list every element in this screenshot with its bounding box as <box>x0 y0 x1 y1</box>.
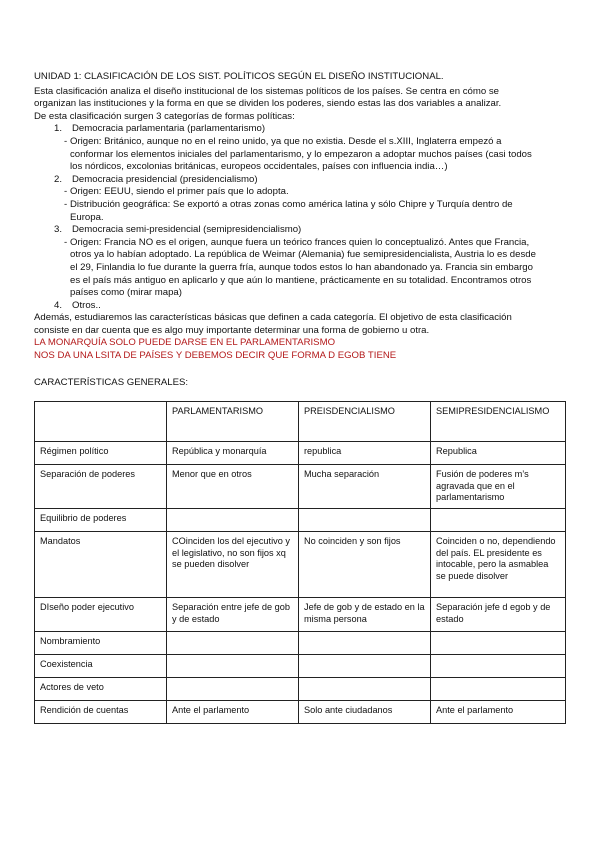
category-label: Democracia presidencial (presidencialismo) <box>72 173 258 185</box>
category-list <box>34 123 566 312</box>
table-cell: Jefe de gob y de estado en la misma persona <box>299 598 431 632</box>
dash-bullet-icon: - <box>64 198 68 210</box>
category-label: Democracia semi-presidencial (semipresidencialismo) <box>72 224 302 236</box>
table-cell <box>431 509 566 532</box>
bullet-line: otros ya lo habían adoptado. La república de Weimar (Alemania) fue semipresidencialista, Austria lo es desde <box>70 249 536 261</box>
table-cell <box>299 655 431 678</box>
row-label-cell: Nombramiento <box>35 632 167 655</box>
bullet-line: Origen: EEUU, siendo el primer país que lo adopta. <box>70 186 289 198</box>
closing-line: Además, estudiaremos las características básicas que definen a cada categoría. El objetivo de esta clasificación <box>34 312 512 324</box>
row-label-cell: Actores de veto <box>35 678 167 701</box>
bullet-line: Origen: Británico, aunque no en el reino unido, ya que no existia. Desde el s.XIII, Inglaterra empezó a <box>70 135 502 147</box>
category-number: 1. <box>54 123 63 135</box>
table-header-row <box>35 402 566 442</box>
category-bullet <box>34 199 566 224</box>
closing-paragraph <box>34 312 566 337</box>
bullet-line: es el país más antiguo en aplicarlo y que aún lo mantiene, prácticamente en su totalidad. Encontramos otros <box>70 274 532 286</box>
bullet-line: Distribución geográfica: Se exportó a otras zonas como américa latina y sólo Chipre y Turquía dentro de <box>70 198 513 210</box>
category-item <box>34 174 566 187</box>
table-cell: Menor que en otros <box>167 465 299 509</box>
row-label-cell: Régimen político <box>35 442 167 465</box>
red-note <box>34 337 566 362</box>
category-label: Democracia parlamentaria (parlamentarismo) <box>72 123 266 135</box>
table-header-cell <box>35 402 167 442</box>
table-cell <box>299 509 431 532</box>
bullet-line: los nórdicos, excolonias británicas, europeos occidentales, países con influencia india…) <box>70 161 448 173</box>
table-cell: COinciden los del ejecutivo y el legislativo, no son fijos xq se pueden disolver <box>167 532 299 598</box>
red-note-line: LA MONARQUÍA SOLO PUEDE DARSE EN EL PARLAMENTARISMO <box>34 337 336 349</box>
table-cell <box>167 632 299 655</box>
red-note-line: NOS DA UNA LSITA DE PAÍSES Y DEBEMOS DECIR QUE FORMA D EGOB TIENE <box>34 350 397 362</box>
table-cell <box>431 655 566 678</box>
row-label-cell: Separación de poderes <box>35 465 167 509</box>
row-label-cell: Equilibrio de poderes <box>35 509 167 532</box>
bullet-line: conformar los elementos iniciales del parlamentarismo, y lo empezaron a adoptar muchos países (casi todos <box>70 148 532 160</box>
table-cell <box>299 632 431 655</box>
table-row <box>35 701 566 724</box>
intro-paragraph <box>34 86 566 124</box>
intro-line: organizan las instituciones y la forma en que se dividen los poderes, siendo estas las dos variables a analizar. <box>34 98 502 110</box>
dash-bullet-icon: - <box>64 236 68 248</box>
bullet-line: el 29, Finlandia lo fue durante la guerra fría, aunque todos estos lo han abandonado ya. Francia sin embargo <box>70 261 533 273</box>
row-label-cell: Mandatos <box>35 532 167 598</box>
table-cell: Coinciden o no, dependiendo del país. EL presidente es intocable, pero la asmablea se puede disolver <box>431 532 566 598</box>
dash-bullet-icon: - <box>64 135 68 147</box>
category-number: 4. <box>54 299 63 311</box>
row-label-cell: DIseño poder ejecutivo <box>35 598 167 632</box>
category-item <box>34 123 566 136</box>
category-number: 2. <box>54 173 63 185</box>
table-cell: republica <box>299 442 431 465</box>
table-row <box>35 442 566 465</box>
unit-heading: UNIDAD 1: CLASIFICACIÓN DE LOS SIST. POLÍTICOS SEGÚN EL DISEÑO INSTITUCIONAL. <box>34 71 444 82</box>
intro-line: De esta clasificación surgen 3 categorías de formas políticas: <box>34 110 295 122</box>
closing-line: consiste en dar cuenta que es algo muy importante determinar una forma de gobierno u otra. <box>34 324 430 336</box>
table-header-cell: SEMIPRESIDENCIALISMO <box>431 402 566 442</box>
category-label: Otros.. <box>72 299 101 311</box>
table-header-cell: PREISDENCIALISMO <box>299 402 431 442</box>
table-row <box>35 598 566 632</box>
category-bullet <box>34 186 566 199</box>
category-item <box>34 224 566 237</box>
row-label-cell: Rendición de cuentas <box>35 701 167 724</box>
table-row <box>35 465 566 509</box>
category-item <box>34 300 566 313</box>
table-cell: Republica <box>431 442 566 465</box>
category-bullet <box>34 237 566 300</box>
bullet-line: Origen: Francia NO es el origen, aunque fuera un teórico frances quien lo conceptualizó. Antes que Francia, <box>70 236 530 248</box>
category-number: 3. <box>54 224 63 236</box>
table-cell: No coinciden y son fijos <box>299 532 431 598</box>
table-cell: Solo ante ciudadanos <box>299 701 431 724</box>
table-cell: República y monarquía <box>167 442 299 465</box>
table-cell: Separación jefe d egob y de estado <box>431 598 566 632</box>
category-bullet <box>34 136 566 174</box>
table-row <box>35 509 566 532</box>
table-cell <box>167 655 299 678</box>
table-header-cell: PARLAMENTARISMO <box>167 402 299 442</box>
table-cell: Ante el parlamento <box>431 701 566 724</box>
table-row <box>35 678 566 701</box>
table-cell <box>167 678 299 701</box>
table-cell <box>431 678 566 701</box>
table-row <box>35 655 566 678</box>
bullet-line: países como (mirar mapa) <box>70 287 182 299</box>
section-title: CARACTERÍSTICAS GENERALES: <box>34 376 189 388</box>
bullet-line: Europa. <box>70 211 104 223</box>
table-row <box>35 532 566 598</box>
table-cell <box>299 678 431 701</box>
dash-bullet-icon: - <box>64 186 68 198</box>
table-row <box>35 632 566 655</box>
intro-line: Esta clasificación analiza el diseño institucional de los sistemas políticos de los países. Se centra en cómo se <box>34 85 500 97</box>
table-cell: Separación entre jefe de gob y de estado <box>167 598 299 632</box>
row-label-cell: Coexistencia <box>35 655 167 678</box>
document-page <box>34 71 566 724</box>
table-cell: Fusión de poderes m’s agravada que en el parlamentarismo <box>431 465 566 509</box>
table-cell <box>167 509 299 532</box>
characteristics-table <box>34 401 566 724</box>
table-cell: Mucha separación <box>299 465 431 509</box>
table-cell: Ante el parlamento <box>167 701 299 724</box>
table-cell <box>431 632 566 655</box>
